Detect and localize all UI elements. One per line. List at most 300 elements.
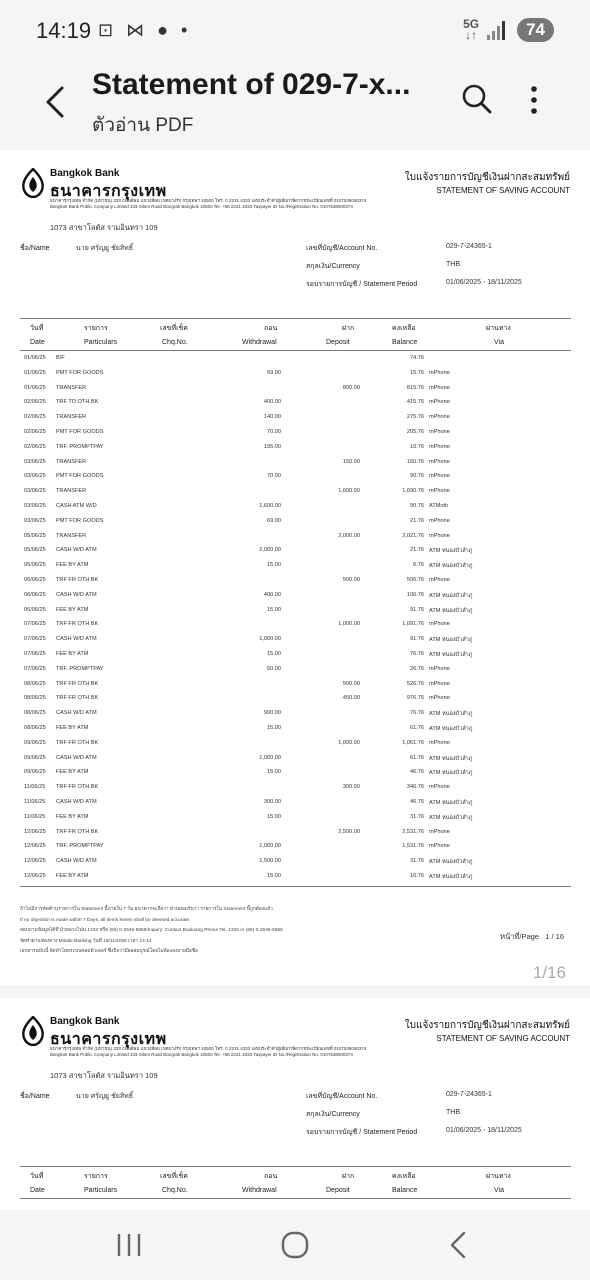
row-withdrawal: 15.00: [267, 725, 281, 731]
row-date: 05/06/25: [24, 562, 46, 569]
table-row: [20, 367, 571, 382]
doc-title-en: STATEMENT OF SAVING ACCOUNT: [436, 1034, 570, 1043]
bangkok-bank-logo-icon: [20, 1016, 46, 1046]
row-date: 12/06/25: [24, 828, 46, 835]
row-date: 09/06/25: [24, 769, 46, 776]
row-date: 07/06/25: [24, 621, 46, 628]
row-balance: 61.76: [410, 754, 424, 761]
name-label: ชื่อ/Name: [20, 1093, 50, 1100]
name-label: ชื่อ/Name: [20, 245, 50, 252]
col-withdrawal-en: Withdrawal: [242, 339, 277, 346]
period-value: 01/06/2025 - 18/11/2025: [446, 279, 522, 286]
account-value: 029-7-24365-1: [446, 243, 492, 250]
table-top-rule: [20, 318, 571, 319]
currency-value: THB: [446, 1109, 460, 1116]
row-via: mPhone: [429, 680, 450, 687]
row-particulars: TRANSFER: [56, 414, 87, 421]
table-row: [20, 574, 571, 589]
col-date-th: วันที่: [30, 1173, 44, 1180]
table-row: [20, 604, 571, 619]
row-particulars: TRANSFER: [56, 488, 87, 495]
signal-icon: [487, 20, 509, 40]
row-withdrawal: 59.00: [267, 369, 281, 376]
row-date: 02/06/25: [24, 414, 46, 421]
table-row: [20, 855, 571, 870]
status-time: 14:19: [36, 18, 92, 43]
table-row: [20, 559, 571, 574]
row-withdrawal: 15.00: [267, 651, 281, 657]
row-via: mPhone: [429, 843, 450, 850]
row-date: 08/06/25: [24, 695, 46, 702]
row-deposit: 1,000.00: [338, 739, 360, 746]
row-withdrawal: 50.00: [267, 665, 281, 672]
row-via: ATM หนองบัวลำภู: [429, 652, 473, 658]
name-value: นาย ศรัญยู ชัยสิทธิ์: [76, 1093, 133, 1100]
col-chq-th: เลขที่เช็ค: [160, 325, 188, 332]
col-deposit-th: ฝาก: [342, 325, 355, 332]
row-date: 05/06/25: [24, 547, 46, 554]
row-deposit: 1,600.00: [338, 488, 360, 495]
col-deposit-en: Deposit: [326, 339, 350, 346]
row-withdrawal: 140.00: [263, 414, 281, 421]
table-row: [20, 441, 571, 456]
bank-name-en: Bangkok Bank: [50, 1016, 120, 1027]
row-via: mPhone: [429, 473, 450, 480]
table-top-rule: [20, 1166, 571, 1167]
row-via: ATMoth: [429, 503, 449, 509]
row-balance: 205.76: [406, 429, 424, 435]
row-withdrawal: 400.00: [263, 399, 281, 406]
row-deposit: 1,000.00: [338, 621, 360, 628]
row-date: 09/06/25: [24, 739, 46, 746]
table-row: [20, 618, 571, 633]
row-via: mPhone: [429, 665, 450, 672]
col-deposit-th: ฝาก: [342, 1173, 355, 1180]
page-title: Statement of 029-7-x...: [92, 68, 411, 101]
col-via-th: ผ่านทาง: [486, 325, 511, 332]
row-particulars: FEE BY ATM: [56, 873, 89, 879]
recent-apps-button[interactable]: [116, 1234, 142, 1256]
row-via: ATM หนองบัวลำภู: [429, 874, 473, 880]
doc-title-en: STATEMENT OF SAVING ACCOUNT: [436, 186, 570, 195]
row-particulars: TRF FR OTH BK: [56, 695, 99, 702]
app-bar: [0, 60, 590, 148]
row-withdrawal: 69.00: [267, 517, 281, 524]
row-balance: 10.76: [410, 443, 424, 450]
row-withdrawal: 2,000.00: [259, 547, 281, 554]
row-balance: 90.76: [410, 473, 424, 480]
row-date: 11/06/25: [24, 813, 46, 820]
row-balance: 160.76: [406, 458, 424, 465]
table-row: [20, 840, 571, 855]
row-withdrawal: 300.00: [263, 799, 281, 805]
branch: 1073 สาขาโลตัส รามอินทรา 109: [50, 1071, 158, 1080]
row-balance: 91.76: [410, 606, 424, 613]
row-deposit: 450.00: [342, 695, 360, 702]
row-date: 12/06/25: [24, 858, 46, 865]
row-balance: 76.76: [410, 710, 424, 717]
row-particulars: TRF FR OTH BK: [56, 680, 99, 687]
row-via: mPhone: [429, 458, 450, 465]
row-via: ATM หนองบัวลำภู: [429, 548, 473, 555]
bank-name-th: ธนาคารกรุงเทพ: [50, 1031, 167, 1048]
page-number: หน้าที่/Page 1 / 16: [500, 932, 564, 941]
row-via: mPhone: [429, 443, 450, 450]
row-particulars: CASH W/D ATM: [56, 636, 97, 643]
row-withdrawal: 1,000.00: [259, 636, 281, 643]
row-particulars: TRF FR OTH BK: [56, 739, 99, 746]
battery-badge: 74: [517, 18, 554, 42]
row-particulars: TRF FR OTH BK: [56, 784, 99, 791]
row-via: mPhone: [429, 414, 450, 421]
search-icon: [460, 82, 494, 116]
row-via: ATM หนองบัวลำภู: [429, 755, 473, 762]
row-particulars: TRF FR OTH BK: [56, 621, 99, 628]
row-withdrawal: 195.00: [263, 443, 281, 450]
bangkok-bank-logo-icon: [20, 168, 46, 198]
row-balance: 346.76: [406, 784, 424, 791]
table-row: [20, 796, 571, 811]
table-row: [20, 470, 571, 485]
col-particulars-en: Particulars: [84, 339, 118, 346]
row-withdrawal: 15.00: [267, 562, 281, 569]
row-via: mPhone: [429, 532, 450, 539]
row-deposit: 800.00: [342, 384, 360, 391]
col-balance-th: คงเหลือ: [392, 1173, 416, 1180]
row-deposit: 2,500.00: [338, 828, 360, 835]
back-button[interactable]: [38, 80, 78, 124]
row-date: 09/06/25: [24, 754, 46, 761]
row-particulars: PMT FOR GOODS: [56, 429, 104, 435]
row-via: ATM หนองบัวลำภู: [429, 859, 473, 866]
period-label: รอบรายการบัญชี / Statement Period: [306, 1129, 418, 1136]
row-withdrawal: 70.00: [267, 473, 281, 480]
row-particulars: TRF. PROMPTPAY: [56, 843, 104, 850]
row-particulars: TRANSFER: [56, 458, 87, 465]
row-particulars: TRANSFER: [56, 532, 87, 539]
row-date: 03/06/25: [24, 503, 46, 509]
row-deposit: 150.00: [342, 458, 360, 465]
col-particulars-en: Particulars: [84, 1187, 118, 1194]
row-particulars: FEE BY ATM: [56, 813, 89, 820]
col-chq-en: Chq.No.: [162, 1187, 188, 1194]
row-withdrawal: 900.00: [263, 710, 281, 717]
row-balance: 2,021.76: [402, 532, 424, 539]
table-row: [20, 766, 571, 781]
table-row: [20, 678, 571, 693]
account-label: เลขที่บัญชี/Account No.: [306, 1093, 378, 1100]
row-balance: 21.76: [410, 547, 424, 554]
page-indicator: 1/16: [532, 963, 566, 982]
footer-notes: ถ้าไม่มีการคัดค้านรายการใน Statement นี้ภายใน 7 วัน ธนาคารจะถือว่า ท่านยอมรับว่า รายการใน Statement นี้ถูกต้องแล้ว If no objection is made within 7 Days, all items herein shall be deemed accurate. สอบถามข้อมูลได้ที่ บัวหลวงโฟน 1333 หรือ (66) 0-2645-5555/Inquiry: Contact Bualuang Phone Tel. 1333 or (66) 0-2645-5555 จัดทำผ่านช่องทาง Mobile Banking วันที่ 19/11/2025 เวลา 14:14 เอกสารฉบับนี้ จัดทำโดยระบบคอมพิวเตอร์ ซึ่งถือว่ามีผลสมบูรณ์โดยไม่ต้องลงลายมือชื่อ: [20, 907, 283, 954]
transactions-table-header: [20, 1166, 571, 1206]
home-icon: [280, 1230, 310, 1260]
table-row: [20, 515, 571, 530]
table-row: [20, 781, 571, 796]
table-row: [20, 530, 571, 545]
row-via: ATM หนองบัวลำภู: [429, 770, 473, 777]
row-via: mPhone: [429, 369, 450, 376]
row-date: 03/06/25: [24, 488, 46, 495]
row-particulars: PMT FOR GOODS: [56, 517, 104, 524]
network-5g-icon: 5G ↓↑: [463, 17, 480, 42]
row-date: 12/06/25: [24, 843, 46, 850]
row-via: ATM หนองบัวลำภู: [429, 711, 473, 718]
row-via: mPhone: [429, 577, 450, 583]
row-date: 03/06/25: [24, 458, 46, 465]
row-withdrawal: 1,600.00: [259, 503, 281, 509]
row-particulars: FEE BY ATM: [56, 606, 89, 613]
doc-title-th: ใบแจ้งรายการบัญชีเงินฝากสะสมทรัพย์: [404, 172, 570, 183]
row-balance: 275.76: [406, 414, 424, 421]
row-date: 02/06/25: [24, 429, 46, 435]
home-button[interactable]: [280, 1230, 310, 1260]
row-particulars: TRF TO OTH BK: [56, 399, 99, 406]
row-balance: 16.76: [410, 873, 424, 879]
row-withdrawal: 1,500.00: [259, 858, 281, 865]
row-withdrawal: 70.00: [267, 429, 281, 435]
row-via: mPhone: [429, 695, 450, 702]
period-label: รอบรายการบัญชี / Statement Period: [306, 281, 418, 288]
row-date: 01/06/25: [24, 384, 46, 391]
table-row: [20, 396, 571, 411]
row-balance: 74.76: [410, 355, 424, 361]
row-particulars: CASH W/D ATM: [56, 754, 97, 761]
row-date: 02/06/25: [24, 443, 46, 450]
row-via: ATM หนองบัวลำภู: [429, 563, 473, 570]
row-date: 06/06/25: [24, 606, 46, 613]
table-row: [20, 352, 571, 367]
row-via: ATM หนองบัวลำภู: [429, 800, 473, 806]
col-via-en: Via: [494, 339, 504, 346]
row-date: 03/06/25: [24, 517, 46, 524]
bank-name-en: Bangkok Bank: [50, 168, 120, 179]
currency-label: สกุลเงิน/Currency: [306, 263, 360, 270]
row-via: ATM หนองบัวลำภู: [429, 607, 473, 614]
row-via: ATM หนองบัวลำภู: [429, 726, 473, 732]
row-balance: 46.76: [410, 799, 424, 805]
table-header-rule: [20, 350, 571, 351]
row-particulars: CASH W/D ATM: [56, 799, 97, 805]
table-row: [20, 456, 571, 471]
table-row: [20, 811, 571, 826]
bank-address: ธนาคารกรุงเทพ จำกัด (มหาชน) 333 ถนนสีลม แขวงสีลม เขตบางรัก กรุงเทพฯ 10500 โทร. 0 2231 4333 เลขประจำตัวผู้เสียภาษีอากร/ทะเบียนเลขที่ 0107536000374 Bangkok Bank Public Company Limited 333 Silom Road Bangrak Bangkok 10500 Tel. +66 2231 4333 Taxpayer ID No./Registration No. 0107536000374: [50, 1046, 367, 1057]
row-withdrawal: 15.00: [267, 873, 281, 879]
row-via: mPhone: [429, 784, 450, 791]
row-date: 07/06/25: [24, 665, 46, 672]
row-withdrawal: 1,000.00: [259, 843, 281, 850]
row-date: 02/06/25: [24, 399, 46, 406]
col-deposit-en: Deposit: [326, 1187, 350, 1194]
row-particulars: FEE BY ATM: [56, 562, 89, 569]
period-value: 01/06/2025 - 18/11/2025: [446, 1127, 522, 1134]
notification-icons: ⊡ ⋈ ● •: [98, 20, 192, 40]
nav-back-icon: [446, 1230, 472, 1260]
row-via: mPhone: [429, 739, 450, 746]
row-date: 01/06/25: [24, 369, 46, 376]
row-withdrawal: 15.00: [267, 606, 281, 613]
recent-apps-icon: [116, 1234, 142, 1256]
table-row: [20, 544, 571, 559]
transactions-table: [20, 318, 571, 888]
row-via: mPhone: [429, 429, 450, 435]
row-withdrawal: 1,000.00: [259, 754, 281, 761]
row-date: 07/06/25: [24, 651, 46, 657]
row-date: 11/06/25: [24, 784, 46, 791]
row-balance: 106.76: [406, 591, 424, 598]
row-date: 06/06/25: [24, 591, 46, 598]
row-balance: 415.76: [406, 399, 424, 406]
row-balance: 526.76: [406, 680, 424, 687]
table-row: [20, 500, 571, 515]
row-particulars: FEE BY ATM: [56, 725, 89, 731]
col-date-en: Date: [30, 1187, 45, 1194]
row-particulars: CASH W/D ATM: [56, 710, 97, 717]
table-row: [20, 382, 571, 397]
row-particulars: CASH W/D ATM: [56, 858, 97, 865]
row-date: 08/06/25: [24, 725, 46, 731]
more-options-button[interactable]: [524, 84, 544, 116]
row-via: ATM หนองบัวลำภู: [429, 592, 473, 599]
row-particulars: TRANSFER: [56, 384, 87, 391]
row-particulars: FEE BY ATM: [56, 651, 89, 657]
col-balance-th: คงเหลือ: [392, 325, 416, 332]
table-bottom-rule: [20, 886, 571, 887]
table-row: [20, 633, 571, 648]
row-via: mPhone: [429, 399, 450, 406]
col-balance-en: Balance: [392, 339, 418, 346]
col-date-th: วันที่: [30, 325, 44, 332]
page-subtitle: ตัวอ่าน PDF: [92, 115, 194, 136]
col-chq-th: เลขที่เช็ค: [160, 1173, 188, 1180]
row-balance: 26.76: [410, 665, 424, 672]
row-deposit: 500.00: [342, 577, 360, 583]
col-chq-en: Chq.No.: [162, 339, 188, 346]
row-via: mPhone: [429, 621, 450, 628]
row-particulars: TRF. PROMPTPAY: [56, 665, 104, 672]
back-arrow-icon: [38, 80, 78, 124]
row-balance: 31.76: [410, 858, 424, 865]
doc-title-th: ใบแจ้งรายการบัญชีเงินฝากสะสมทรัพย์: [404, 1020, 570, 1031]
row-balance: 1,091.76: [402, 621, 424, 628]
row-particulars: CASH ATM W/D: [56, 503, 97, 509]
bank-name-th: ธนาคารกรุงเทพ: [50, 183, 167, 200]
table-row: [20, 870, 571, 885]
name-value: นาย ศรัญยู ชัยสิทธิ์: [76, 245, 133, 252]
row-balance: 21.76: [410, 517, 424, 524]
row-date: 11/06/25: [24, 799, 46, 805]
row-balance: 1,061.76: [402, 739, 424, 746]
table-row: [20, 411, 571, 426]
row-withdrawal: 400.00: [263, 591, 281, 598]
more-vert-icon: [524, 84, 544, 116]
row-particulars: B/F: [56, 355, 65, 361]
row-balance: 1,690.76: [402, 488, 424, 495]
col-via-th: ผ่านทาง: [486, 1173, 511, 1180]
row-via: mPhone: [429, 828, 450, 835]
account-value: 029-7-24365-1: [446, 1091, 492, 1098]
search-button[interactable]: [460, 82, 494, 116]
row-date: 03/06/25: [24, 473, 46, 480]
row-particulars: CASH W/D ATM: [56, 591, 97, 598]
col-particulars-th: รายการ: [84, 1173, 108, 1180]
table-row: [20, 752, 571, 767]
col-date-en: Date: [30, 339, 45, 346]
branch: 1073 สาขาโลตัส รามอินทรา 109: [50, 223, 158, 232]
pdf-page-1[interactable]: [0, 150, 590, 985]
row-withdrawal: 15.00: [267, 769, 281, 776]
table-row: [20, 648, 571, 663]
table-row: [20, 692, 571, 707]
row-date: 12/06/25: [24, 873, 46, 879]
row-particulars: FEE BY ATM: [56, 769, 89, 776]
row-deposit: 300.00: [342, 784, 360, 791]
table-row: [20, 426, 571, 441]
currency-label: สกุลเงิน/Currency: [306, 1111, 360, 1118]
row-via: mPhone: [429, 517, 450, 524]
system-back-button[interactable]: [446, 1230, 472, 1260]
bank-address: ธนาคารกรุงเทพ จำกัด (มหาชน) 333 ถนนสีลม แขวงสีลม เขตบางรัก กรุงเทพฯ 10500 โทร. 0 2231 4333 เลขประจำตัวผู้เสียภาษีอากร/ทะเบียนเลขที่ 0107536000374 Bangkok Bank Public Company Limited 333 Silom Road Bangrak Bangkok 10500 Tel. +66 2231 4333 Taxpayer ID No./Registration No. 0107536000374: [50, 198, 367, 209]
row-date: 08/06/25: [24, 680, 46, 687]
row-withdrawal: 15.00: [267, 813, 281, 820]
table-header-rule: [20, 1198, 571, 1199]
row-balance: 46.76: [410, 769, 424, 776]
row-balance: 1,531.76: [402, 843, 424, 850]
col-particulars-th: รายการ: [84, 325, 108, 332]
row-date: 05/06/25: [24, 532, 46, 539]
row-date: 06/06/25: [24, 577, 46, 583]
row-balance: 61.76: [410, 725, 424, 731]
table-row: [20, 589, 571, 604]
table-row: [20, 826, 571, 841]
table-row: [20, 737, 571, 752]
row-date: 07/06/25: [24, 636, 46, 643]
row-via: mPhone: [429, 488, 450, 495]
currency-value: THB: [446, 261, 460, 268]
row-date: 08/06/25: [24, 710, 46, 717]
col-withdrawal-en: Withdrawal: [242, 1187, 277, 1194]
row-balance: 506.76: [406, 577, 424, 583]
table-row: [20, 485, 571, 500]
row-balance: 815.76: [406, 384, 424, 391]
col-via-en: Via: [494, 1187, 504, 1194]
account-label: เลขที่บัญชี/Account No.: [306, 245, 378, 252]
row-balance: 15.76: [410, 369, 424, 376]
row-particulars: TRF. PROMPTPAY: [56, 443, 104, 450]
row-particulars: PMT FOR GOODS: [56, 369, 104, 376]
row-via: ATM หนองบัวลำภู: [429, 814, 473, 821]
row-date: 01/06/25: [24, 355, 46, 361]
row-balance: 76.76: [410, 651, 424, 657]
row-particulars: TRF FR OTH BK: [56, 828, 99, 835]
row-via: ATM หนองบัวลำภู: [429, 637, 473, 644]
row-balance: 90.76: [410, 503, 424, 509]
table-row: [20, 663, 571, 678]
row-balance: 976.76: [406, 695, 424, 702]
row-balance: 31.76: [410, 813, 424, 820]
row-balance: 2,531.76: [402, 828, 424, 835]
row-particulars: CASH W/D ATM: [56, 547, 97, 554]
col-withdrawal-th: ถอน: [264, 325, 278, 332]
row-via: mPhone: [429, 384, 450, 391]
pdf-page-2[interactable]: [0, 998, 590, 1210]
row-balance: 91.76: [410, 636, 424, 643]
row-deposit: 2,000.00: [338, 532, 360, 539]
row-balance: 6.76: [413, 562, 424, 569]
col-balance-en: Balance: [392, 1187, 418, 1194]
row-particulars: PMT FOR GOODS: [56, 473, 104, 480]
row-particulars: TRF FR OTH BK: [56, 577, 99, 583]
